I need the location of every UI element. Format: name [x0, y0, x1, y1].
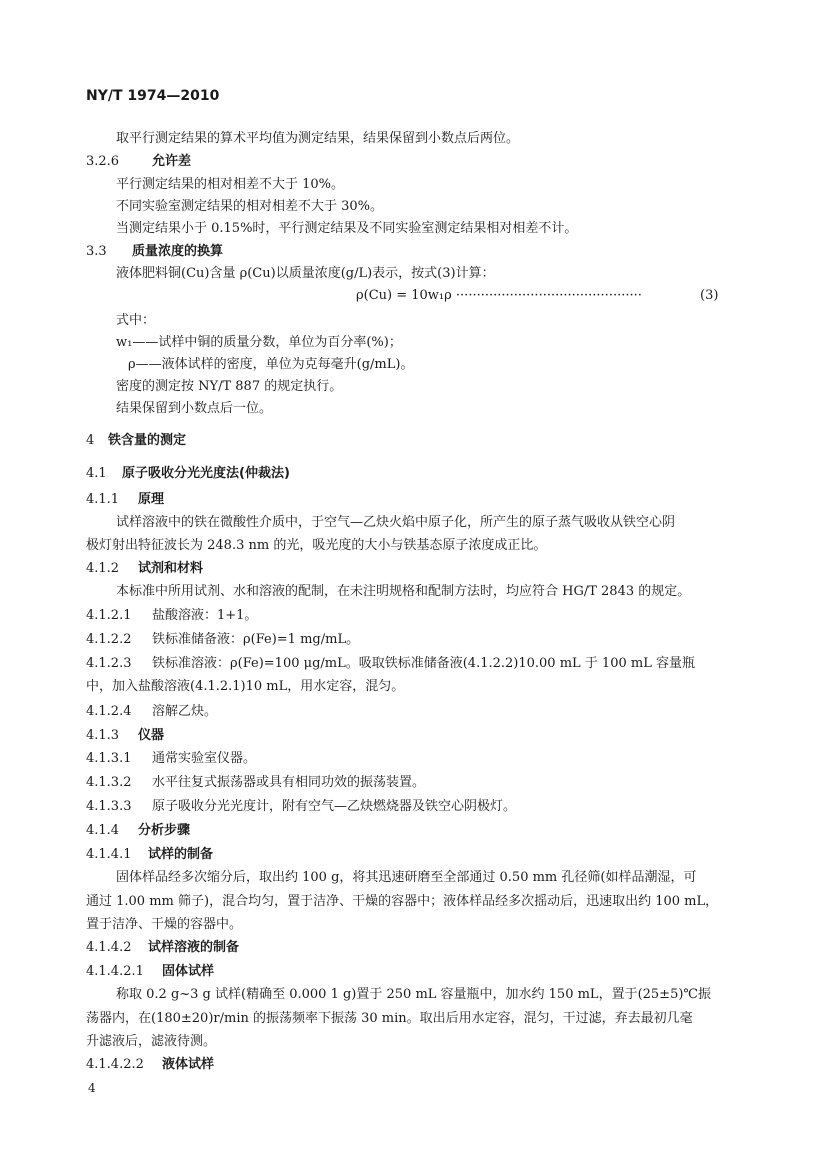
section-title: 允许差 [152, 154, 192, 169]
clause-number: 4.1.2.2 [86, 632, 132, 647]
section-heading-4-1-1 [86, 492, 164, 508]
section-number: 4.1.4.2.1 [86, 964, 144, 979]
clause-number: 4.1.2.1 [86, 608, 132, 623]
section-title: 固体试样 [162, 964, 215, 979]
paragraph-line: 密度的测定按 NY/T 887 的规定执行。 [116, 379, 343, 394]
paragraph-line: 称取 0.2 g~3 g 试样(精确至 0.000 1 g)置于 250 mL 容量瓶中，加水约 150 mL，置于(25±5)℃振 [116, 987, 711, 1002]
section-heading-4-1-4-2-2 [86, 1057, 214, 1073]
paragraph-line: 通过 1.00 mm 筛子)，混合均匀，置于洁净、干燥的容器中；液体样品经多次摇动后，迅速取出约 100 mL， [86, 894, 719, 909]
clause-4-1-2-1 [86, 608, 257, 624]
formula: ρ(Cu) = 10w₁ρ ············································· [356, 288, 642, 303]
clause-4-1-2-3 [86, 656, 695, 672]
formula-number: (3) [700, 288, 719, 303]
clause-4-1-2-4 [86, 704, 217, 720]
section-title: 仪器 [138, 728, 165, 743]
symbol-definition: ρ——液体试样的密度，单位为克每毫升(g/mL)。 [128, 357, 414, 372]
section-number: 3.2.6 [86, 154, 120, 169]
section-heading-4-1-4-2 [86, 940, 239, 956]
paragraph-line: 中，加入盐酸溶液(4.1.2.1)10 mL，用水定容，混匀。 [86, 679, 405, 694]
section-number: 4.1.4.2.2 [86, 1057, 144, 1072]
section-heading-4 [86, 433, 186, 449]
section-number: 4.1.4 [86, 823, 120, 838]
clause-number: 4.1.3.2 [86, 775, 132, 790]
section-title: 铁含量的测定 [108, 433, 187, 448]
paragraph-line: 取平行测定结果的算术平均值为测定结果，结果保留到小数点后两位。 [116, 131, 520, 146]
clause-text: 通常实验室仪器。 [152, 751, 257, 766]
document-header: NY/T 1974—2010 [86, 88, 220, 104]
section-number: 4.1.4.1 [86, 847, 132, 862]
clause-number: 4.1.3.3 [86, 799, 132, 814]
paragraph-line: 本标准中所用试剂、水和溶液的配制，在未注明规格和配制方法时，均应符合 HG/T 2843 的规定。 [116, 584, 691, 599]
paragraph-line: 荡器内，在(180±20)r/min 的振荡频率下振荡 30 min。取出后用水定容，混匀，干过滤，弃去最初几毫 [86, 1011, 693, 1026]
section-title: 试剂和材料 [138, 561, 204, 576]
section-heading-4-1-4-1 [86, 847, 213, 863]
section-heading-3-3 [86, 244, 223, 260]
section-heading-4-1-2 [86, 561, 203, 577]
page-number: 4 [88, 1081, 96, 1095]
section-number: 4.1.1 [86, 492, 120, 507]
paragraph-line: 平行测定结果的相对相差不大于 10%。 [116, 177, 345, 192]
section-heading-4-1-3 [86, 728, 164, 744]
symbol-definition: w₁——试样中铜的质量分数，单位为百分率(%)； [116, 335, 402, 350]
clause-4-1-3-3 [86, 799, 516, 815]
clause-text: 铁标准溶液：ρ(Fe)=100 μg/mL。吸取铁标准储备液(4.1.2.2)10.00 mL 于 100 mL 容量瓶 [152, 656, 695, 671]
clause-4-1-2-2 [86, 632, 359, 648]
clause-text: 盐酸溶液：1+1。 [152, 608, 258, 623]
paragraph-line: 液体肥料铜(Cu)含量 ρ(Cu)以质量浓度(g/L)表示，按式(3)计算： [116, 266, 495, 281]
clause-text: 溶解乙炔。 [152, 704, 218, 719]
paragraph-line: 式中： [116, 313, 156, 328]
paragraph-line: 结果保留到小数点后一位。 [116, 401, 273, 416]
clause-4-1-3-1 [86, 751, 256, 767]
clause-text: 原子吸收分光光度计，附有空气—乙炔燃烧器及铁空心阴极灯。 [152, 799, 517, 814]
section-title: 液体试样 [162, 1057, 215, 1072]
clause-number: 4.1.2.3 [86, 656, 132, 671]
paragraph-line: 试样溶液中的铁在微酸性介质中，于空气—乙炔火焰中原子化，所产生的原子蒸气吸收从铁空心阴 [116, 515, 676, 530]
section-heading-4-1-4-2-1 [86, 964, 214, 980]
section-title: 分析步骤 [138, 823, 191, 838]
section-number: 4 [86, 433, 95, 448]
section-number: 4.1.3 [86, 728, 120, 743]
paragraph-line: 升滤液后，滤液待测。 [86, 1034, 217, 1049]
clause-number: 4.1.2.4 [86, 704, 132, 719]
section-number: 3.3 [86, 244, 107, 259]
section-title: 试样的制备 [148, 847, 214, 862]
section-number: 4.1.2 [86, 561, 120, 576]
section-number: 4.1 [86, 466, 107, 481]
section-heading-4-1 [86, 466, 290, 482]
section-title: 质量浓度的换算 [132, 244, 224, 259]
clause-4-1-3-2 [86, 775, 425, 791]
paragraph-line: 不同实验室测定结果的相对相差不大于 30%。 [116, 199, 384, 214]
clause-text: 铁标准储备液：ρ(Fe)=1 mg/mL。 [152, 632, 360, 647]
clause-number: 4.1.3.1 [86, 751, 132, 766]
section-title: 试样溶液的制备 [148, 940, 240, 955]
paragraph-line: 固体样品经多次缩分后，取出约 100 g，将其迅速研磨至全部通过 0.50 mm 孔径筛(如样品潮湿，可 [116, 870, 697, 885]
paragraph-line: 置于洁净、干燥的容器中。 [86, 917, 243, 932]
paragraph-line: 极灯射出特征波长为 248.3 nm 的光，吸光度的大小与铁基态原子浓度成正比。 [86, 538, 547, 553]
clause-text: 水平往复式振荡器或具有相同功效的振荡装置。 [152, 775, 426, 790]
section-title: 原理 [138, 492, 165, 507]
section-number: 4.1.4.2 [86, 940, 132, 955]
section-title: 原子吸收分光光度法(仲裁法) [122, 466, 290, 481]
section-heading-3-2-6 [86, 154, 191, 170]
section-heading-4-1-4 [86, 823, 190, 839]
paragraph-line: 当测定结果小于 0.15%时，平行测定结果及不同实验室测定结果相对相差不计。 [116, 221, 578, 236]
